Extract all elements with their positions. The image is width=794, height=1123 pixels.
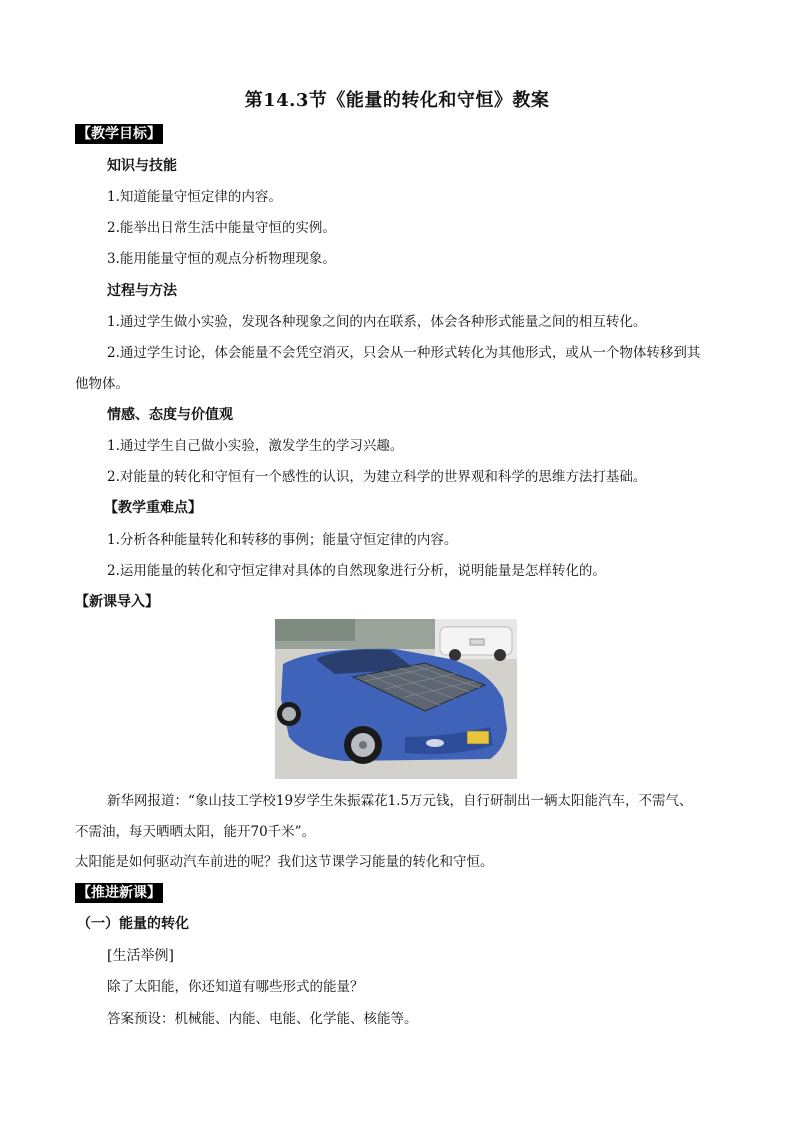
emotion-item-2: 2.对能量的转化和守恒有一个感性的认识，为建立科学的世界观和科学的思维方法打基础。: [107, 469, 647, 485]
intro-header: 【新课导入】: [75, 594, 159, 610]
process-header: 过程与方法: [107, 283, 177, 299]
keypoints-item-1: 1.分析各种能量转化和转移的事例；能量守恒定律的内容。: [107, 532, 458, 548]
emotion-item-1: 1.通过学生自己做小实验，激发学生的学习兴趣。: [107, 438, 404, 454]
process-item-2: 2.通过学生讨论，体会能量不会凭空消灭，只会从一种形式转化为其他形式，或从一个物体转移到其: [107, 345, 701, 361]
life-example-label: [生活举例]: [107, 948, 174, 964]
emotion-header: 情感、态度与价值观: [107, 407, 233, 423]
solar-car-photo: [275, 619, 517, 779]
knowledge-item-3: 3.能用能量守恒的观点分析物理现象。: [107, 251, 336, 267]
answer-text: 答案预设：机械能、内能、电能、化学能、核能等。: [107, 1011, 418, 1027]
part1-header: （一）能量的转化: [77, 916, 189, 932]
knowledge-item-2: 2.能举出日常生活中能量守恒的实例。: [107, 220, 336, 236]
keypoints-header: 【教学重难点】: [104, 500, 202, 516]
process-item-2-cont: 他物体。: [75, 376, 129, 392]
knowledge-item-1: 1.知道能量守恒定律的内容。: [107, 189, 282, 205]
knowledge-header: 知识与技能: [107, 158, 177, 174]
goals-header: 【教学目标】: [77, 126, 161, 142]
process-item-1: 1.通过学生做小实验，发现各种现象之间的内在联系，体会各种形式能量之间的相互转化。: [107, 314, 647, 330]
page-title: 第14.3节《能量的转化和守恒》教案: [244, 90, 550, 111]
intro-text-3: 太阳能是如何驱动汽车前进的呢？我们这节课学习能量的转化和守恒。: [75, 854, 494, 870]
intro-text-2: 不需油，每天晒晒太阳，能开70千米”。: [75, 824, 316, 840]
intro-text-1: 新华网报道：“象山技工学校19岁学生朱振霖花1.5万元钱，自行研制出一辆太阳能汽车，不需气、: [107, 793, 693, 809]
keypoints-item-2: 2.运用能量的转化和守恒定律对具体的自然现象进行分析，说明能量是怎样转化的。: [107, 563, 606, 579]
advance-header: 【推进新课】: [77, 885, 161, 901]
question-text: 除了太阳能，你还知道有哪些形式的能量？: [107, 979, 364, 995]
